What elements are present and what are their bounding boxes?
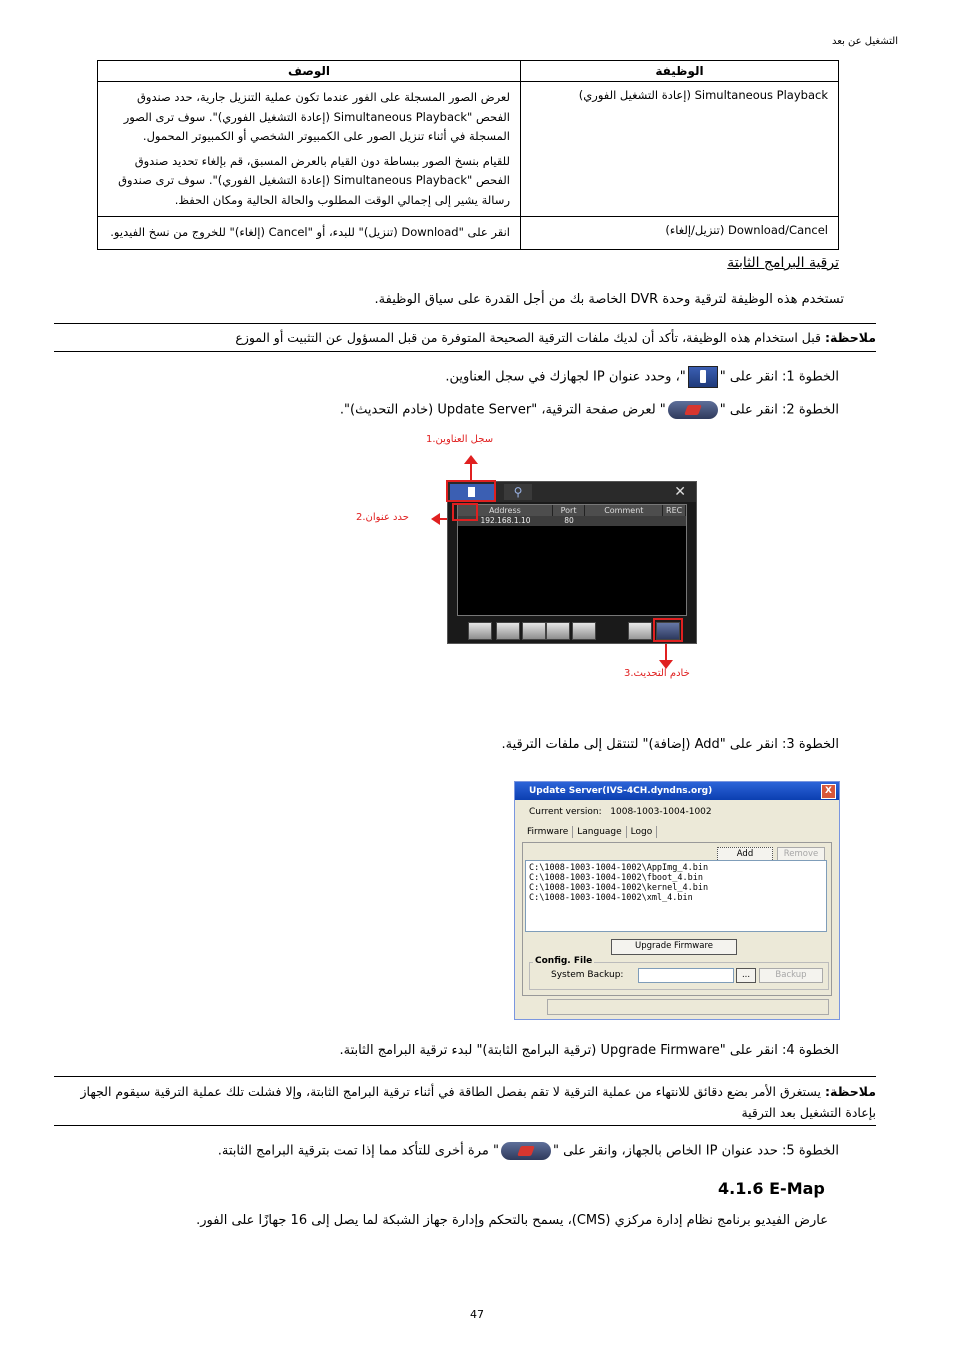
callout-address-book: 1.سجل العناوين (426, 434, 494, 445)
step-4: الخطوة 4: انقر على "Upgrade Firmware (ترقية البرامج الثابتة)" لبدء ترقية البرامج الثابتة. (339, 1043, 839, 1058)
tab-logo[interactable]: Logo (627, 826, 658, 838)
description-paragraph: للقيام بنسخ الصور ببساطة دون القيام بالعرض المسبق، قم بإلغاء تحديد صندوق الفحص "Simultaneous Playback (إعادة التشغيل الفوري)". سوف ترى صندوق رسالة يشير إلى إجمالي الوقت المطلوب والحالة الحالية ومكان الحفظ. (118, 153, 510, 207)
address-book-window (447, 481, 697, 644)
callout-select-address: 2.حدد عنوان (356, 512, 409, 523)
page-header: التشغيل عن بعد (832, 36, 898, 47)
backup-button[interactable]: Backup (759, 968, 823, 983)
dialog-tabs (523, 826, 657, 838)
list-item: C:\1008-1003-1004-1002\xml_4.bin (529, 893, 693, 903)
intro-text: تستخدم هذه الوظيفة لترقية وحدة DVR الخاصة بك من أجل القدرة على سياق الوظيفة. (374, 292, 844, 307)
download-icon[interactable] (628, 622, 652, 640)
address-list (457, 504, 687, 616)
step-5 (218, 1142, 839, 1160)
function-table (97, 60, 839, 250)
page-number: 47 (470, 1308, 484, 1321)
emap-text: عارض الفيديو برنامج نظام إدارة مركزي (CMS)، يسمح بالتحكم وإدارة جهاز الشبكة لما يصل إلى 16 جهازًا على الفور. (196, 1213, 828, 1228)
dialog-title (515, 782, 839, 800)
description-paragraph: انقر على "Download (تنزيل)" للبدء، أو "Cancel (إلغاء)" للخروج من نسخ الفيديو. (110, 225, 510, 239)
system-backup-field[interactable] (638, 968, 734, 983)
callout-arrow (470, 462, 472, 482)
address-book-icon (688, 366, 718, 388)
note-box (54, 1076, 876, 1126)
dialog-title-text: Update Server(IVS-4CH.dyndns.org) (529, 786, 713, 796)
add-button[interactable]: Add (717, 847, 773, 862)
step-1 (445, 366, 839, 388)
upgrade-firmware-button[interactable]: Upgrade Firmware (611, 939, 737, 955)
column-address: Address (458, 505, 553, 516)
tab-firmware[interactable]: Firmware (523, 826, 573, 838)
step-text: الخطوة 2: انقر على " (719, 402, 839, 418)
current-version-value: 1008-1003-1004-1002 (610, 807, 712, 817)
header-description: الوصف (98, 61, 521, 82)
update-server-icon (668, 401, 718, 419)
config-file-label: Config. File (535, 956, 593, 966)
highlight-box (446, 480, 496, 502)
remove-button[interactable]: Remove (777, 847, 825, 862)
close-icon[interactable]: X (821, 784, 836, 799)
step-text: "، وحدد عنوان IP لجهازك في سجل العناوين. (445, 369, 686, 385)
system-backup-label: System Backup: (551, 970, 624, 980)
add-icon[interactable] (468, 622, 492, 640)
magnifier-icon[interactable]: ⚲ (504, 484, 532, 500)
arrowhead-icon (431, 513, 440, 525)
table-header-row (98, 61, 839, 82)
description-cell (98, 82, 521, 217)
highlight-box (653, 618, 683, 642)
arrowhead-icon (659, 660, 673, 669)
note-label: ملاحظة: (825, 330, 876, 345)
table-row (98, 82, 839, 217)
note-box (54, 323, 876, 352)
browse-button[interactable]: ... (736, 968, 756, 983)
address-list-header (458, 505, 686, 516)
current-version-label: Current version: (529, 807, 602, 817)
column-rec: REC (663, 505, 686, 516)
header-function: الوظيفة (521, 61, 839, 82)
function-cell: Simultaneous Playback (إعادة التشغيل الفوري) (521, 82, 839, 217)
description-paragraph: لعرض الصور المسجلة على الفور عندما تكون عملية التنزيل جارية، حدد صندوق الفحص "Simultaneous Playback (إعادة التشغيل الفوري)". سوف ترى الصور المسجلة في أثناء تنزيل الصور على الكمبيوتر الشخصي أو الكمبيوتر المحمول. (123, 90, 510, 143)
column-port: Port (553, 505, 586, 516)
delete-icon[interactable] (572, 622, 596, 640)
step-text: الخطوة 5: حدد عنوان IP الخاص بالجهاز، وانقر على " (552, 1143, 839, 1159)
note-text: يستغرق الأمر بضع دقائق للانتهاء من عملية الترقية لا تقم بفصل الطاقة في أثناء ترقية البرامج الثابتة، وإلا فشلت تلك عملية الترقية سيقوم الجهاز بإعادة التشغيل بعد الترقية (80, 1084, 876, 1120)
update-server-dialog (514, 781, 840, 1020)
arrowhead-icon (464, 455, 478, 464)
tab-language[interactable]: Language (573, 826, 626, 838)
note-label: ملاحظة: (825, 1084, 876, 1099)
note-text: قبل استخدام هذه الوظيفة، تأكد أن لديك ملفات الترقية الصحيحة المتوفرة من قبل المسؤول عن التثبيت أو الموزع (235, 330, 822, 345)
file-list[interactable] (525, 860, 827, 932)
list-icon[interactable] (546, 622, 570, 640)
update-server-icon (501, 1142, 551, 1160)
table-row (98, 217, 839, 250)
list-item: C:\1008-1003-1004-1002\kernel_4.bin (529, 883, 709, 893)
step-2 (340, 401, 839, 419)
column-comment: Comment (585, 505, 663, 516)
list-item: C:\1008-1003-1004-1002\fboot_4.bin (529, 873, 703, 883)
step-text: " لعرض صفحة الترقية، "Update Server (خادم التحديث)". (339, 402, 666, 418)
step-text: " مرة أخرى للتأكد مما إذا تمت بترقية البرامج الثابتة. (217, 1143, 499, 1159)
step-text: الخطوة 1: انقر على " (719, 369, 839, 385)
edit-icon[interactable] (496, 622, 520, 640)
current-version-row (529, 807, 712, 817)
callout-update-server: 3.خادم التحديث (624, 668, 690, 679)
section-heading: ترقية البرامج الثابتة (727, 255, 839, 271)
row-port: 80 (564, 516, 574, 525)
close-icon[interactable]: ✕ (674, 484, 686, 500)
list-icon[interactable] (522, 622, 546, 640)
list-item: C:\1008-1003-1004-1002\AppImg_4.bin (529, 863, 709, 873)
description-cell (98, 217, 521, 250)
section-heading: 4.1.6 E-Map (718, 1179, 825, 1198)
status-bar (547, 999, 829, 1015)
step-3: الخطوة 3: انقر على "Add (إضافة)" لتنتقل إلى ملفات الترقية. (501, 737, 839, 752)
row-address: 192.168.1.10 (480, 516, 531, 525)
highlight-box (452, 503, 478, 521)
table-row[interactable] (458, 516, 686, 526)
function-cell: Download/Cancel (تنزيل/إلغاء) (521, 217, 839, 250)
